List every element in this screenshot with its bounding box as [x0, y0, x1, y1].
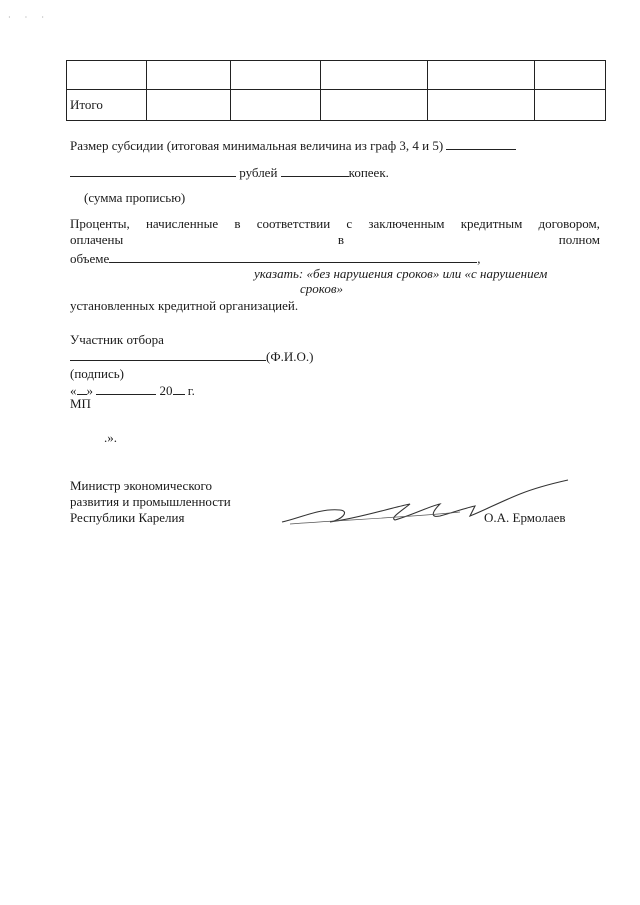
scan-artifact: · · ·: [8, 13, 50, 22]
fio-line: [70, 348, 313, 365]
stamp-label: МП: [70, 396, 91, 411]
closing-quote: .».: [104, 430, 117, 445]
word: заключенным: [368, 216, 445, 231]
table-cell: [321, 61, 428, 90]
word: с: [346, 216, 353, 231]
word: в: [337, 232, 345, 247]
table-row: [67, 61, 606, 90]
interest-blank: [109, 250, 477, 263]
word: в: [234, 216, 241, 231]
month-blank: [96, 382, 156, 395]
table-cell: [147, 61, 231, 90]
minister-line-1: Министр экономического: [70, 478, 212, 493]
table-cell: [428, 90, 535, 121]
rubles-blank: [70, 164, 236, 177]
participant-title: Участник отбора: [70, 332, 164, 347]
fio-blank: [70, 348, 266, 361]
table-cell: [231, 61, 321, 90]
word: полном: [558, 232, 600, 247]
word: объеме: [70, 251, 110, 266]
word: договором,: [538, 216, 600, 231]
word: кредитным: [460, 216, 523, 231]
interest-line-1: [70, 216, 600, 232]
table-cell: [428, 61, 535, 90]
word: оплачены: [70, 232, 124, 247]
rubles-line: [70, 164, 389, 181]
table-row-total: [67, 90, 606, 121]
interest-hint-1: указать: «без нарушения сроков» или «с нарушением: [254, 266, 548, 281]
minister-line-3: Республики Карелия: [70, 510, 185, 525]
interest-hint-2: сроков»: [300, 281, 343, 296]
interest-line-4: установленных кредитной организацией.: [70, 298, 299, 313]
year-suffix: г.: [187, 383, 195, 398]
sum-in-words: (сумма прописью): [84, 190, 186, 205]
table-cell: [535, 61, 606, 90]
kopecks-label: копеек.: [348, 165, 389, 180]
table-cell: [535, 90, 606, 121]
interest-line-2: [70, 232, 600, 248]
fio-label: (Ф.И.О.): [266, 349, 314, 364]
table-cell: [67, 61, 147, 90]
subsidy-size-label: Размер субсидии (итоговая минимальная величина из граф 3, 4 и 5): [70, 138, 444, 153]
day-blank: [77, 382, 87, 395]
word: начисленные: [145, 216, 219, 231]
year-prefix: 20: [159, 383, 173, 398]
date-line: « » 20 г.: [70, 383, 195, 398]
table-cell: [231, 90, 321, 121]
subsidy-size-line: [70, 137, 516, 154]
rubles-label: рублей: [239, 165, 278, 180]
subsidy-size-blank: [446, 137, 516, 150]
table-cell: [147, 90, 231, 121]
total-label: Итого: [67, 90, 147, 121]
word: соответствии: [256, 216, 331, 231]
word: Проценты,: [70, 216, 130, 231]
interest-line-3: объеме ,: [70, 251, 481, 266]
table-cell: [321, 90, 428, 121]
year-blank: [173, 382, 185, 395]
kopecks-blank: [281, 164, 349, 177]
minister-name: О.А. Ермолаев: [484, 510, 566, 525]
minister-line-2: развития и промышленности: [70, 494, 231, 509]
subsidy-table: [66, 60, 606, 121]
signature-label: (подпись): [70, 366, 124, 381]
